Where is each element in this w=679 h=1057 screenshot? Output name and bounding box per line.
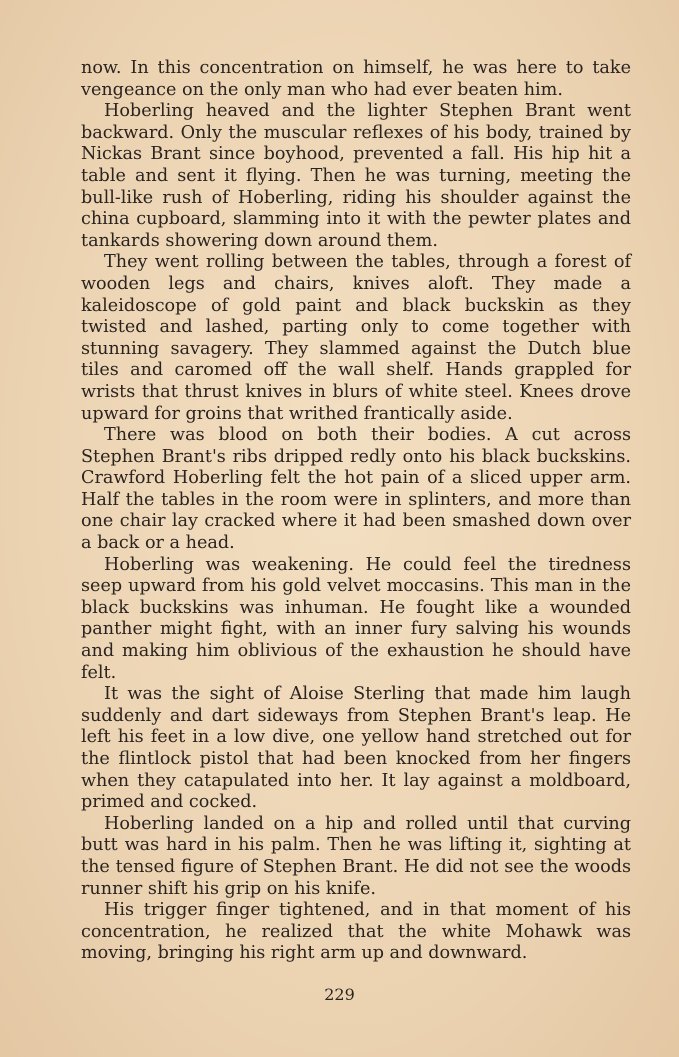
paragraph: now. In this concentration on himself, he was here to take vengeance on the only man who had ever beaten him. (81, 58, 631, 100)
paragraph: They went rolling between the tables, through a forest of wooden legs and chairs, knives aloft. They made a kaleidoscope of gold paint and black buckskin as they twisted and lashed, parting only to come together with stunning savagery. They slammed against the Dutch blue tiles and caromed off the wall shelf. Hands grappled for wrists that thrust knives in blurs of white steel. Knees drove upward for groins that writhed frantically aside. (81, 252, 631, 424)
paragraph: Hoberling heaved and the lighter Stephen Brant went backward. Only the muscular reflexes of his body, trained by Nickas Brant since boyhood, prevented a fall. His hip hit a table and sent it flying. Then he was turning, meeting the bull-like rush of Hoberling, riding his shoulder against the china cupboard, slamming into it with the pewter plates and tankards showering down around them. (81, 101, 631, 251)
page-number: 229 (324, 985, 355, 1004)
paragraph: It was the sight of Aloise Sterling that made him laugh suddenly and dart sideways from Stephen Brant's leap. He left his feet in a low dive, one yellow hand stretched out for the flintlock pistol that had been knocked from her fingers when they catapulated into her. It lay against a moldboard, primed and cocked. (81, 684, 631, 813)
paragraph: There was blood on both their bodies. A cut across Stephen Brant's ribs dripped redly onto his black buckskins. Crawford Hoberling felt the hot pain of a sliced upper arm. Half the tables in the room were in splinters, and more than one chair lay cracked where it had been smashed down over a back or a head. (81, 425, 631, 554)
paragraph: Hoberling was weakening. He could feel the tiredness seep upward from his gold velvet moccasins. This man in the black buckskins was inhuman. He fought like a wounded panther might fight, with an inner fury salving his wounds and making him oblivious of the exhaustion he should have felt. (81, 554, 631, 683)
paragraph: His trigger finger tightened, and in that moment of his concentration, he realized that the white Mohawk was moving, bringing his right arm up and downward. (81, 900, 631, 964)
paragraph: Hoberling landed on a hip and rolled until that curving butt was hard in his palm. Then he was lifting it, sighting at the tensed figure of Stephen Brant. He did not see the woods runner shift his grip on his knife. (81, 813, 631, 899)
body-text (81, 58, 631, 965)
